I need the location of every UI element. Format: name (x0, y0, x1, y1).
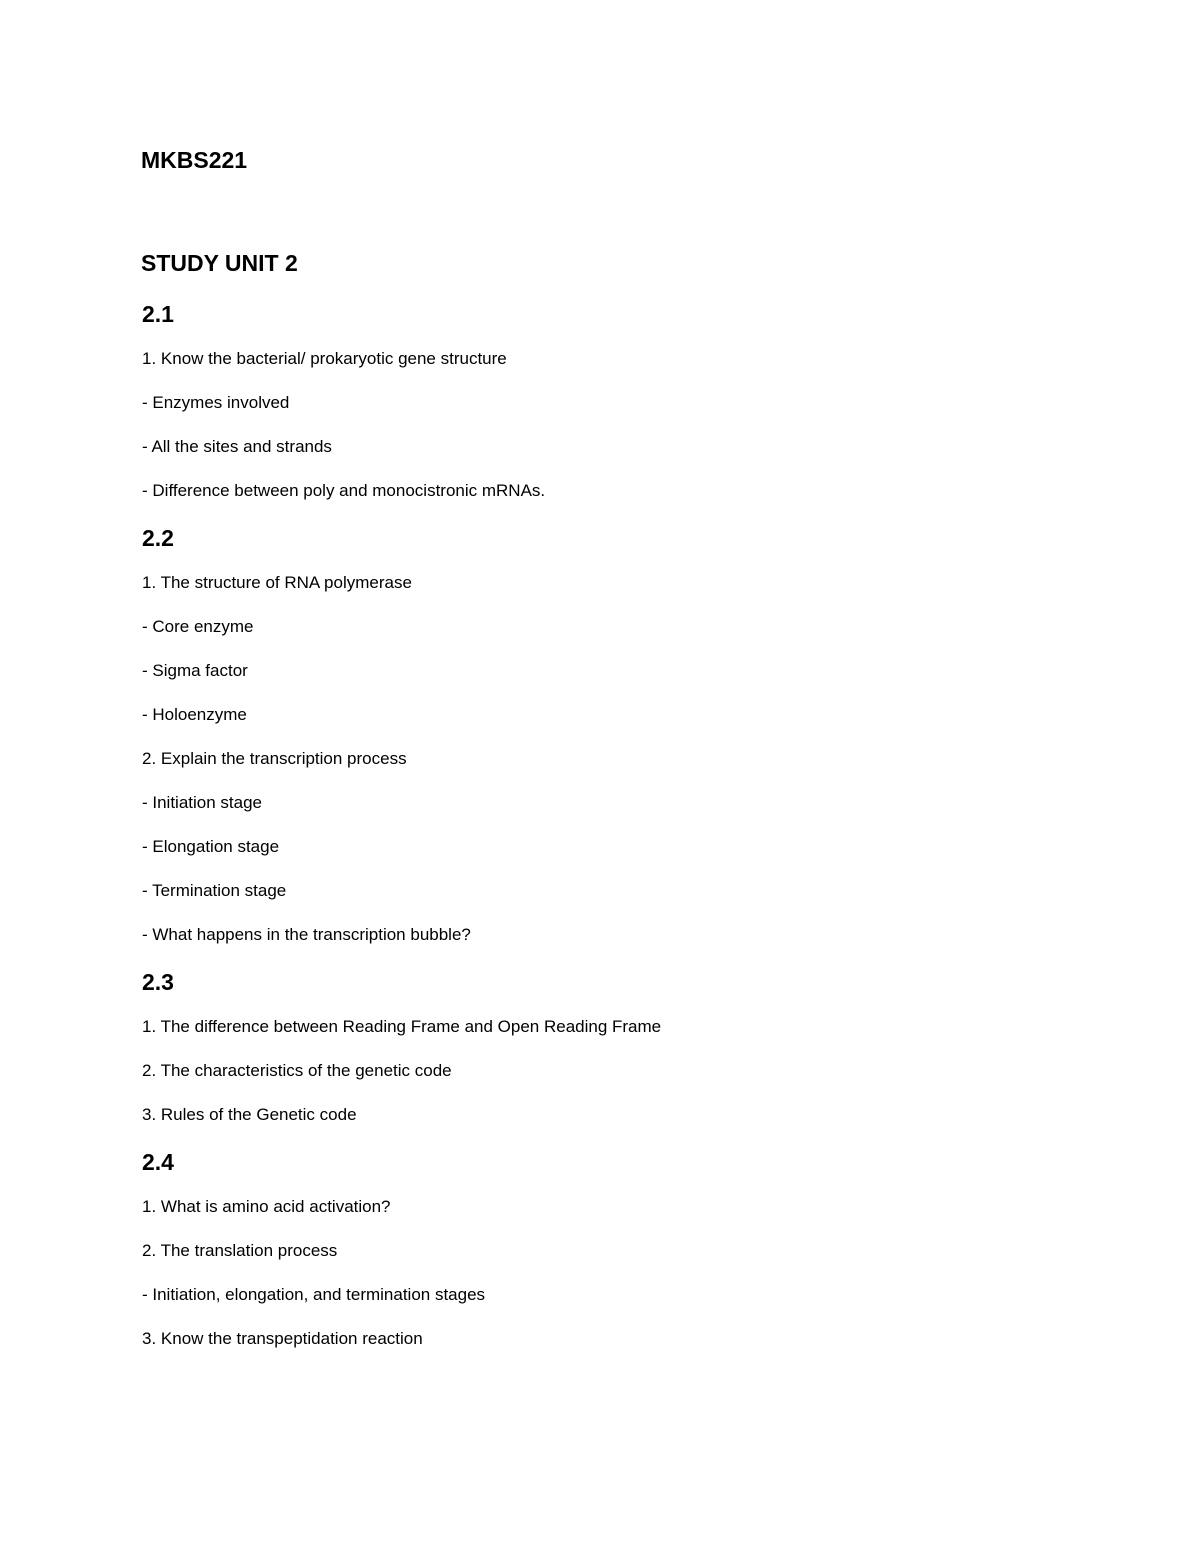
list-item: 1. What is amino acid activation? (142, 1197, 391, 1216)
list-item: 1. The structure of RNA polymerase (142, 573, 412, 592)
section-heading: 2.4 (142, 1149, 174, 1175)
section-2-3 (142, 968, 1042, 1126)
list-item: - What happens in the transcription bubble? (142, 925, 471, 944)
list-item: 3. Know the transpeptidation reaction (142, 1329, 423, 1348)
document-body (142, 300, 1042, 1372)
list-item: 2. The translation process (142, 1241, 338, 1260)
list-item: - Holoenzyme (142, 705, 247, 724)
list-item: - Elongation stage (142, 837, 280, 856)
list-item: - Enzymes involved (142, 393, 290, 412)
list-item: - Sigma factor (142, 661, 248, 680)
list-item: - Core enzyme (142, 617, 254, 636)
list-item: 1. Know the bacterial/ prokaryotic gene structure (142, 349, 507, 368)
list-item: 2. The characteristics of the genetic code (142, 1061, 452, 1080)
list-item: - Termination stage (142, 881, 287, 900)
list-item: - Initiation stage (142, 793, 263, 812)
section-heading: 2.3 (142, 969, 174, 995)
section-2-1 (142, 300, 1042, 502)
list-item: - Initiation, elongation, and termination stages (142, 1285, 486, 1304)
list-item: - All the sites and strands (142, 437, 332, 456)
list-item: - Difference between poly and monocistronic mRNAs. (142, 481, 546, 500)
list-item: 1. The difference between Reading Frame and Open Reading Frame (142, 1017, 662, 1036)
section-heading: 2.1 (142, 301, 174, 327)
study-unit-title: STUDY UNIT 2 (141, 250, 298, 276)
section-2-2 (142, 524, 1042, 946)
list-item: 3. Rules of the Genetic code (142, 1105, 357, 1124)
section-2-4 (142, 1148, 1042, 1350)
section-heading: 2.2 (142, 525, 174, 551)
list-item: 2. Explain the transcription process (142, 749, 407, 768)
course-code-title: MKBS221 (141, 147, 248, 173)
